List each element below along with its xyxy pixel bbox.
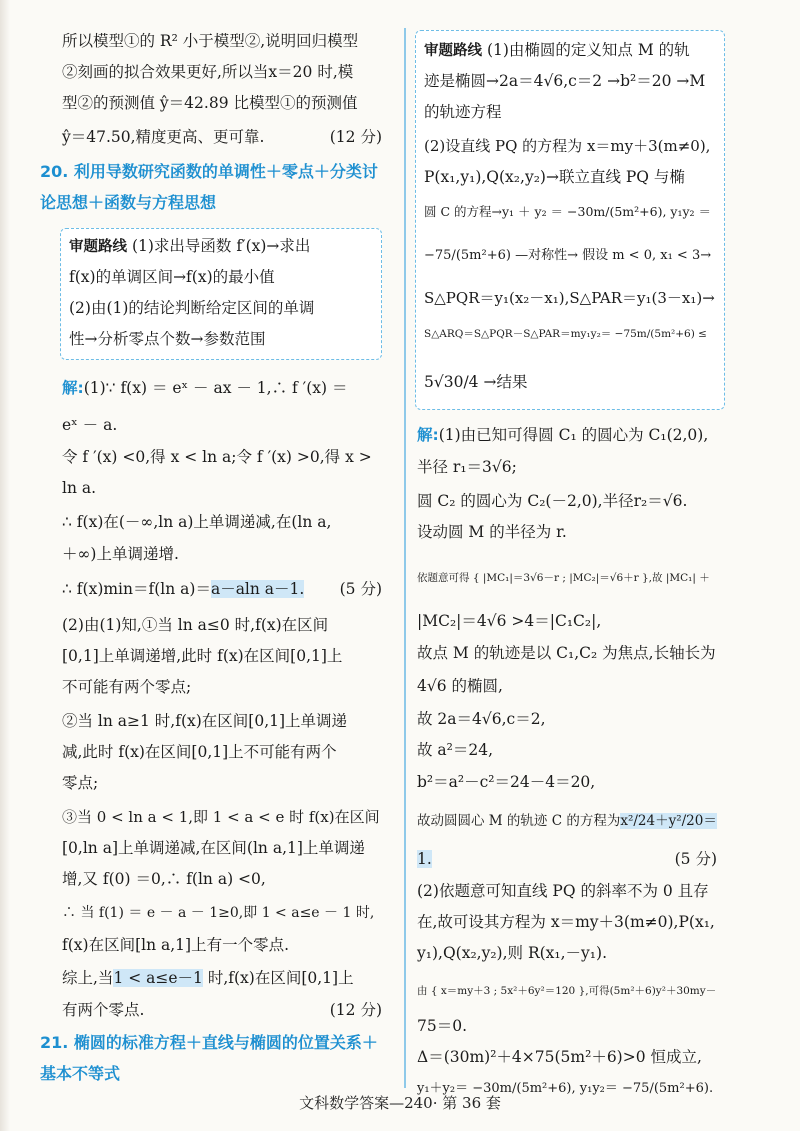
text-line: 故 a²＝24, <box>417 741 494 759</box>
box-title: 审题路线 <box>424 43 482 59</box>
text-line: (2)依题意可知直线 PQ 的斜率不为 0 且存 <box>417 882 709 900</box>
text-line: 设动圆 M 的半径为 r. <box>417 523 567 541</box>
text: 综上,当 <box>62 969 114 987</box>
box-line: S△PQR＝y₁(x₂－x₁),S△PAR＝y₁(3－x₁)→ <box>424 289 715 307</box>
box-line <box>424 39 690 62</box>
question-20-heading <box>40 161 378 183</box>
text-line <box>62 578 382 600</box>
box-line: P(x₁,y₁),Q(x₂,y₂)→联立直线 PQ 与椭 <box>424 168 685 186</box>
text-line: 故点 M 的轨迹是以 C₁,C₂ 为焦点,长轴长为 <box>417 644 716 662</box>
review-route-box <box>415 30 725 410</box>
review-route-box <box>60 228 382 360</box>
text-line: eˣ － a. <box>62 416 118 434</box>
highlight: a－aln a－1. <box>210 580 305 598</box>
text-line: 不可能有两个零点; <box>62 678 192 696</box>
question-number: 20. <box>40 162 69 181</box>
text-line: ln a. <box>62 479 97 497</box>
text-line: 4√6 的椭圆, <box>417 677 503 695</box>
box-line: (2)由(1)的结论判断给定区间的单调 <box>69 299 315 317</box>
highlight: 1 < a≤e－1 <box>113 969 203 987</box>
text-line <box>417 810 717 832</box>
text-line: y₁),Q(x₂,y₂),则 R(x₁,－y₁). <box>417 944 607 962</box>
score: (12 分) <box>329 128 382 146</box>
text-line: 减,此时 f(x)在区间[0,1]上不可能有两个 <box>62 743 337 761</box>
text: (1)由已知可得圆 C₁ 的圆心为 C₁(2,0), <box>438 426 709 444</box>
column-divider <box>404 28 406 1088</box>
solution-label: 解: <box>417 426 439 444</box>
text-line: ∴ 当 f(1) ＝ e － a － 1≥0,即 1 < a≤e － 1 时, <box>62 905 375 921</box>
text-line: ③当 0 < ln a < 1,即 1 < a < e 时 f(x)在区间 <box>62 808 380 826</box>
text-line: f(x)在区间[ln a,1]上有一个零点. <box>62 936 289 954</box>
box-line: 圆 C 的方程→y₁ ＋ y₂ ＝ −30m/(5m²+6), y₁y₂ ＝ <box>424 204 712 219</box>
highlight: 1. <box>417 850 432 868</box>
text-line: y₁＋y₂＝ −30m/(5m²+6), y₁y₂＝ −75/(5m²+6). <box>417 1081 714 1096</box>
text-line <box>417 424 708 446</box>
score: (5 分) <box>674 850 717 868</box>
question-21-heading-cont: 基本不等式 <box>40 1064 121 1083</box>
question-title: 利用导数研究函数的单调性＋零点＋分类讨 <box>73 162 378 181</box>
score: (5 分) <box>339 580 382 598</box>
box-line <box>69 235 310 258</box>
text: 故动圆圆心 M 的轨迹 C 的方程为 <box>417 813 621 829</box>
text: ŷ＝47.50,精度更高、更可靠. <box>62 128 265 146</box>
text-line: 令 f ′(x) <0,得 x < ln a;令 f ′(x) >0,得 x > <box>62 448 372 466</box>
box-line: (2)设直线 PQ 的方程为 x＝my＋3(m≠0), <box>424 137 711 155</box>
box-line: S△ARQ＝S△PQR－S△PAR＝my₁y₂＝ −75m/(5m²+6) ≤ <box>424 328 707 340</box>
text-line: 所以模型①的 R² 小于模型②,说明回归模型 <box>62 32 359 50</box>
text-line: ＋∞)上单调递增. <box>62 545 179 563</box>
text-line: [0,ln a]上单调递减,在区间(ln a,1]上单调递 <box>62 839 365 857</box>
text-line <box>62 999 382 1021</box>
text-line: 圆 C₂ 的圆心为 C₂(－2,0),半径r₂＝√6. <box>417 492 688 510</box>
question-number: 21. <box>40 1033 69 1052</box>
text: (1)由椭圆的定义知点 M 的轨 <box>486 41 690 59</box>
text-line: ∴ f(x)在(－∞,ln a)上单调递减,在(ln a, <box>62 513 332 531</box>
text-line: 由 { x＝my＋3 ; 5x²＋6y²＝120 },可得(5m²＋6)y²＋30my－ <box>417 985 717 997</box>
text-line <box>62 377 347 399</box>
text: 时,f(x)在区间[0,1]上 <box>202 969 354 987</box>
text-line: 增,又 f(0) ＝0,∴ f(ln a) <0, <box>62 870 266 888</box>
question-title: 椭圆的标准方程＋直线与椭圆的位置关系＋ <box>73 1033 378 1052</box>
scan-edge <box>0 0 10 1131</box>
text-line: 故 2a＝4√6,c＝2, <box>417 710 546 728</box>
box-line: 迹是椭圆→2a＝4√6,c＝2 →b²＝20 →M <box>424 72 706 90</box>
highlight: x²/24＋y²/20＝ <box>620 813 717 829</box>
text-line: 75＝0. <box>417 1017 468 1035</box>
box-line: 5√30/4 →结果 <box>424 373 528 391</box>
solution-label: 解: <box>62 379 84 397</box>
text-line: ②刻画的拟合效果更好,所以当x＝20 时,模 <box>62 63 354 81</box>
text-line: Δ＝(30m)²＋4×75(5m²＋6)>0 恒成立, <box>417 1048 702 1066</box>
text-line: [0,1]上单调递增,此时 f(x)在区间[0,1]上 <box>62 647 343 665</box>
text: 有两个零点. <box>62 1001 145 1019</box>
box-line: 性→分析零点个数→参数范围 <box>69 330 266 348</box>
text: (1)求出导函数 f′(x)→求出 <box>131 237 311 255</box>
question-20-heading-cont: 论思想＋函数与方程思想 <box>40 193 217 212</box>
text-line: (2)由(1)知,①当 ln a≤0 时,f(x)在区间 <box>62 616 329 634</box>
text-line <box>62 967 354 989</box>
page-footer: 文科数学答案—240· 第 36 套 <box>299 1094 501 1112</box>
text-line: |MC₂|＝4√6 >4＝|C₁C₂|, <box>417 612 602 630</box>
text-line: 依题意可得 { |MC₁|＝3√6－r ; |MC₂|＝√6＋r },故 |MC₁| ＋ <box>417 572 710 584</box>
box-title: 审题路线 <box>69 239 127 255</box>
text-line: ②当 ln a≥1 时,f(x)在区间[0,1]上单调递 <box>62 712 348 730</box>
text-line <box>417 848 717 870</box>
question-21-heading <box>40 1032 378 1054</box>
text-line: 零点; <box>62 774 99 792</box>
text-line: 半径 r₁＝3√6; <box>417 458 517 476</box>
text-line: 在,故可设其方程为 x＝my＋3(m≠0),P(x₁, <box>417 913 715 931</box>
text-line <box>62 126 382 148</box>
text: ∴ f(x)min＝f(ln a)＝ <box>62 580 211 598</box>
box-line: f(x)的单调区间→f(x)的最小值 <box>69 268 275 286</box>
box-line: 的轨迹方程 <box>424 103 502 121</box>
text-line: b²＝a²－c²＝24－4＝20, <box>417 773 596 791</box>
text: (1)∵ f(x) ＝ eˣ － ax － 1,∴ f ′(x) ＝ <box>83 379 348 397</box>
score: (12 分) <box>329 1001 382 1019</box>
text-line: 型②的预测值 ŷ＝42.89 比模型①的预测值 <box>62 94 358 112</box>
box-line: −75/(5m²+6) —对称性→ 假设 m < 0, x₁ < 3→ <box>424 248 712 263</box>
